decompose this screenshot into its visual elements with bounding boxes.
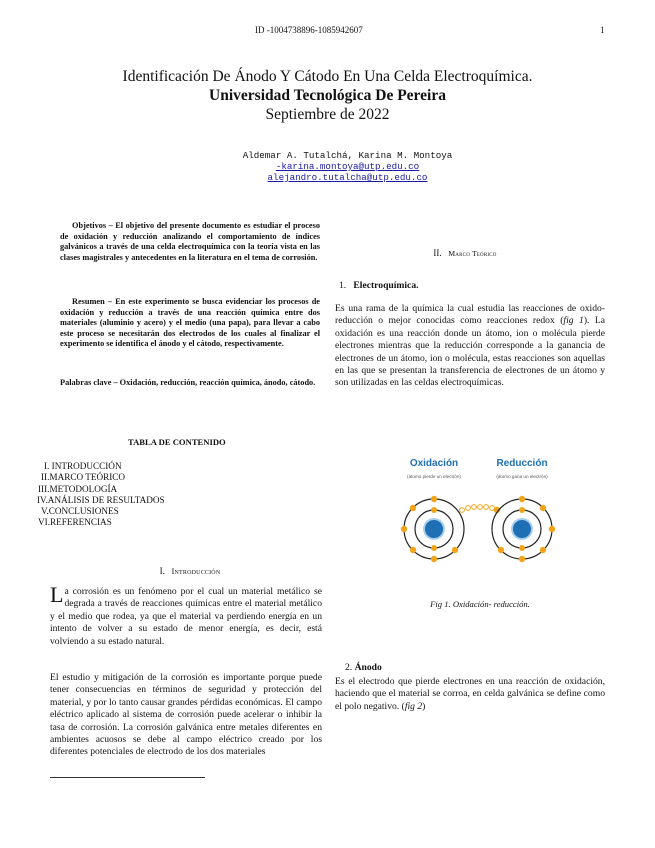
subsection-1-number: 1. [339,280,347,291]
fig-2-reference[interactable]: fig 2 [404,700,423,712]
intro-heading-text: Introducción [171,567,221,576]
page-title: Identificación De Ánodo Y Cátodo En Una Celda Electroquímica. [122,68,533,85]
toc-item-introduccion[interactable]: I. INTRODUCCIÓN [44,461,122,471]
intro-heading [60,566,320,577]
fig-1-reference[interactable]: fig 1 [563,315,584,327]
label-oxidacion: Oxidación [409,458,459,469]
anodo-text-a: Es el electrodo que pierde electrones en una reacción de oxidación, haciendo que el material se corroa, en celda galvánica se define como el polo negativo. ( [335,676,605,712]
intro-paragraph-1 [50,582,322,648]
date: Septiembre de 2022 [265,106,390,123]
palabras-clave-paragraph [60,378,320,389]
marco-heading-number: II. [433,248,442,258]
toc-item-metodologia[interactable]: III.METODOLOGÍA [38,484,118,494]
resumen-label: Resumen – [72,297,112,306]
electroquimica-paragraph [335,303,605,390]
marco-heading [335,248,595,259]
objetivos-paragraph [60,221,320,263]
footnote-divider [50,777,205,778]
palabras-clave-label: Palabras clave – [60,378,118,387]
toc-item-conclusiones[interactable]: V.CONCLUSIONES [41,506,119,516]
toc-title: TABLA DE CONTENIDO [128,437,226,447]
label-reduccion: Reducción [496,458,548,469]
marco-heading-text: Marco Teórico [448,249,497,258]
toc-item-referencias[interactable]: VI.REFERENCIAS [38,517,112,527]
university-name: Universidad Tecnológica De Pereira [209,87,446,104]
resumen-text: En este experimento se busca evidenciar los procesos de oxidación y reducción a través de una reacción química entre dos materiales (aluminio y acero) y el medio (una papa), para llevar a cabo este proceso se necesitarán dos electrodos de los cuales al finalizar el experimento se identifica el ánodo y el cátodo, respectivamente. [60,297,320,349]
electroquimica-text-a: Es una rama de la química la cual estudia las reacciones de oxido-reducción o mejor conocidas como reacciones redox ( [335,303,605,327]
page-number: 1 [600,25,605,35]
resumen-paragraph [60,297,320,350]
electron-transfer-path [460,505,501,514]
document-id: ID -1004738896-1085942607 [255,25,363,35]
subsection-2-number: 2. [345,662,353,673]
intro-paragraph-1-text: a corrosión es un fenómeno por el cual un material metálico se degrada a través de reacciones químicas entre el material metálico y el medio que rodea, ya que el material va perdiendo energía en un intento de volver a su estado de menor energía, es decir, está volviendo a su estado natural. [50,586,322,647]
author-names: Aldemar A. Tutalchá, Karina M. Montoya [242,150,453,161]
label-reduccion-sub: (átomo gana un electrón) [496,474,548,479]
intro-paragraph-2: El estudio y mitigación de la corrosión es importante porque puede tener consecuencias en términos de seguridad y protección del material, y por lo tanto causar grandes pérdidas económicas. El campo eléctrico aplicado al sistema de corrosión puede acelerar o inhibir la tasa de corrosión. La corrosión galvánica entre metales diferentes en ambientes acuosos se debe al campo eléctrico creado por los diferentes potenciales de electrodo de los dos materiales [50,672,322,758]
subsection-anodo [345,662,382,674]
label-oxidacion-sub: (átomo pierde un electrón) [407,474,461,479]
subsection-2-title: Ánodo [354,662,382,673]
figure-1-caption: Fig 1. Oxidación- reducción. [430,599,530,609]
reduction-atom [492,496,555,562]
objetivos-label: Objetivos – [72,221,113,230]
figure-svg [396,450,564,578]
anodo-text-b: ) [422,700,426,712]
toc-item-analisis[interactable]: IV.ANÁLISIS DE RESULTADOS [37,495,165,505]
subsection-electroquimica [339,280,419,292]
intro-heading-number: I. [159,566,165,576]
oxidation-atom [401,496,464,562]
author-email-1[interactable]: -karina.montoya@utp.edu.co [275,161,420,172]
anodo-paragraph [335,676,605,713]
toc-item-marco-teorico[interactable]: II.MARCO TEÓRICO [41,472,126,482]
author-email-2[interactable]: alejandro.tutalcha@utp.edu.co [267,172,428,183]
objetivos-text: El objetivo del presente documento es estudiar el proceso de oxidación y reducción analizando el comportamiento de índices galvánicos a través de una celda electroquímica con la teoría vista en las clases magistrales y antecedentes en la literatura en el tema de corrosión. [60,221,320,262]
electroquimica-text-b: ). La oxidación es una reacción donde un átomo, ion o molécula pierde electrones mientras que la reducción corresponde a la ganancia de electrones de un átomo, ion o molécula, estas reacciones son aquellas en las que se presentan la transferencia de electrones de un átomo y son utilizadas en las celdas electroquímicas. [335,315,605,389]
figure-oxidation-reduction [396,450,564,578]
palabras-clave-text: Oxidación, reducción, reacción química, ánodo, cátodo. [117,378,316,387]
subsection-1-title: Electroquímica. [353,280,419,291]
intro-dropcap: L [50,582,64,607]
